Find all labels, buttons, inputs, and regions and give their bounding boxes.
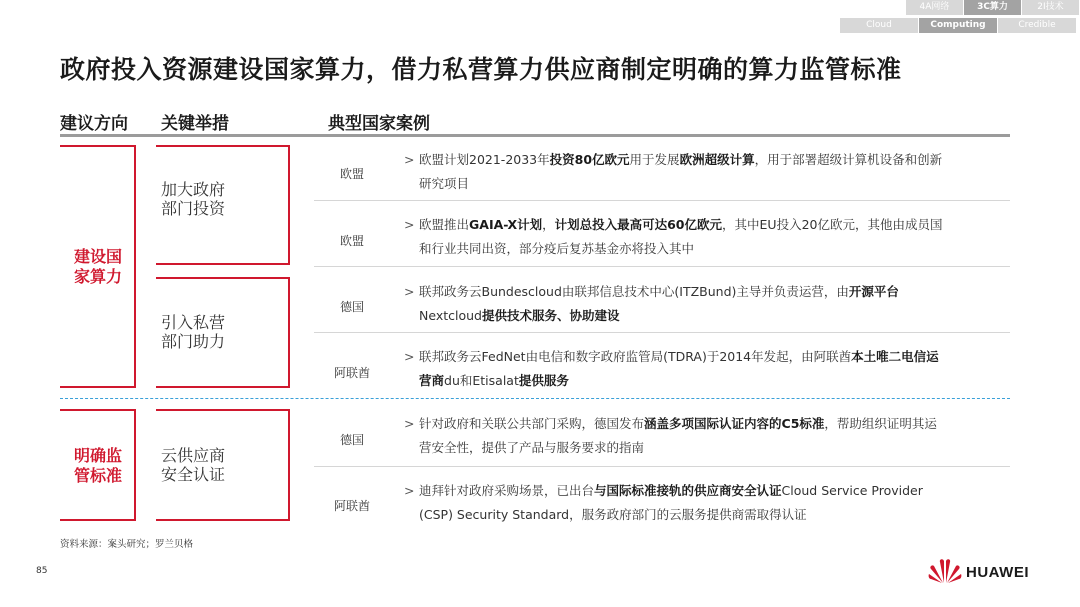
case-text-normal: 研究项目 bbox=[419, 176, 470, 191]
case-row bbox=[314, 200, 1010, 266]
measure-private bbox=[161, 313, 271, 351]
header-divider bbox=[60, 134, 1010, 137]
source-note: 资料来源：案头研究；罗兰贝格 bbox=[60, 539, 194, 550]
case-text-normal: 联邦政务云Bundescloud由联邦信息技术中心(ITZBund)主导并负责运营，由 bbox=[419, 284, 849, 299]
case-line-1 bbox=[404, 148, 984, 172]
case-line-2 bbox=[404, 436, 984, 460]
case-text-bold: 计划总投入最高可达60亿欧元 bbox=[554, 217, 723, 232]
case-text-bold: 营商 bbox=[419, 373, 445, 388]
case-segments bbox=[419, 507, 807, 522]
measure-security-line2: 安全认证 bbox=[161, 465, 226, 484]
case-segments bbox=[419, 416, 937, 431]
nav-row-bottom bbox=[840, 18, 1077, 33]
case-country: 欧盟 bbox=[339, 234, 364, 248]
case-segments bbox=[419, 152, 942, 167]
case-line-2 bbox=[404, 237, 984, 261]
direction-regulate-line2: 管标准 bbox=[73, 466, 122, 485]
header-measures: 关键举措 bbox=[161, 114, 229, 134]
measure-invest-line1: 加大政府 bbox=[161, 180, 226, 199]
case-text-normal: 营安全性，提供了产品与服务要求的指南 bbox=[419, 440, 645, 455]
case-line-1 bbox=[404, 213, 984, 237]
case-text-bold: 本土唯二电信运 bbox=[851, 349, 939, 364]
direction-regulate-line1: 明确监 bbox=[73, 446, 122, 465]
bullet-arrow-icon: > bbox=[404, 416, 415, 431]
direction-build-line1: 建设国 bbox=[73, 247, 122, 266]
bullet-arrow-icon: > bbox=[404, 152, 415, 167]
case-row bbox=[314, 266, 1010, 332]
direction-build-line2: 家算力 bbox=[73, 267, 122, 286]
nav-tab-3c-computing[interactable]: 3C算力 bbox=[964, 0, 1021, 15]
case-text-bold: 提供服务 bbox=[518, 373, 569, 388]
measure-private-line2: 部门助力 bbox=[161, 332, 226, 351]
case-text-normal: ，帮助组织证明其运 bbox=[824, 416, 937, 431]
nav-tab-4a-network[interactable]: 4A网络 bbox=[906, 0, 963, 15]
case-country: 阿联酋 bbox=[333, 366, 370, 380]
case-segments bbox=[419, 308, 620, 323]
case-text-normal: Cloud Service Provider bbox=[781, 483, 923, 498]
header-direction: 建议方向 bbox=[60, 114, 128, 134]
nav-tab-cloud[interactable]: Cloud bbox=[840, 18, 918, 33]
case-text-normal: 欧盟推出 bbox=[419, 217, 470, 232]
page-number: 85 bbox=[36, 566, 48, 576]
direction-regulation bbox=[66, 446, 130, 486]
bullet-arrow-icon: > bbox=[404, 483, 415, 498]
bullet-arrow-icon: > bbox=[404, 284, 415, 299]
case-text-normal: 迪拜针对政府采购场景，已出台 bbox=[419, 483, 595, 498]
measure-security bbox=[161, 446, 271, 484]
measure-private-line1: 引入私营 bbox=[161, 313, 226, 332]
measure-invest bbox=[161, 180, 271, 218]
case-row bbox=[314, 332, 1010, 398]
case-text bbox=[404, 479, 984, 527]
case-text-normal: Nextcloud bbox=[419, 308, 482, 323]
header-cases: 典型国家案例 bbox=[328, 114, 430, 134]
measure-invest-line2: 部门投资 bbox=[161, 199, 226, 218]
nav-tab-2i-tech[interactable]: 2I技术 bbox=[1022, 0, 1079, 15]
case-text bbox=[404, 412, 984, 460]
section-nav bbox=[840, 0, 1080, 34]
case-segments bbox=[419, 284, 899, 299]
section-divider bbox=[60, 398, 1010, 399]
case-segments bbox=[419, 241, 694, 256]
case-segments bbox=[419, 483, 923, 498]
case-segments bbox=[419, 176, 469, 191]
case-text bbox=[404, 280, 984, 328]
nav-tab-computing[interactable]: Computing bbox=[919, 18, 997, 33]
huawei-logo bbox=[928, 558, 1048, 588]
case-text-normal: ， bbox=[542, 217, 555, 232]
case-text-bold: 开源平台 bbox=[848, 284, 899, 299]
case-country: 阿联酋 bbox=[333, 499, 370, 513]
case-text-normal: du和Etisalat bbox=[444, 373, 519, 388]
huawei-wordmark: HUAWEI bbox=[966, 564, 1029, 581]
case-text bbox=[404, 345, 984, 393]
case-text-normal: (CSP) Security Standard，服务政府部门的云服务提供商需取得认证 bbox=[419, 507, 807, 522]
case-text-bold: GAIA-X计划 bbox=[469, 217, 543, 232]
slide-title: 政府投入资源建设国家算力，借力私营算力供应商制定明确的算力监管标准 bbox=[60, 55, 902, 84]
case-country: 德国 bbox=[339, 300, 364, 314]
direction-build-capacity bbox=[66, 247, 130, 287]
case-line-1 bbox=[404, 479, 984, 503]
case-line-1 bbox=[404, 412, 984, 436]
huawei-petal-icon bbox=[928, 558, 962, 584]
case-segments bbox=[419, 349, 939, 364]
case-country: 欧盟 bbox=[339, 167, 364, 181]
case-segments bbox=[419, 440, 644, 455]
case-text-normal: ，用于部署超级计算机设备和创新 bbox=[754, 152, 943, 167]
case-country: 德国 bbox=[339, 433, 364, 447]
case-line-1 bbox=[404, 280, 984, 304]
case-line-2 bbox=[404, 172, 984, 196]
case-text-bold: 投资80亿欧元 bbox=[549, 152, 630, 167]
case-line-2 bbox=[404, 369, 984, 393]
nav-row-top bbox=[906, 0, 1080, 15]
case-segments bbox=[419, 217, 942, 232]
bullet-arrow-icon: > bbox=[404, 349, 415, 364]
case-text-normal: ，其中EU投入20亿欧元，其他由成员国 bbox=[722, 217, 943, 232]
nav-tab-credible[interactable]: Credible bbox=[998, 18, 1076, 33]
case-row bbox=[314, 145, 1010, 200]
case-text bbox=[404, 213, 984, 261]
case-text-normal: 欧盟计划2021-2033年 bbox=[419, 152, 550, 167]
case-line-1 bbox=[404, 345, 984, 369]
case-text-bold: 提供技术服务、协助建设 bbox=[481, 308, 620, 323]
case-text-normal: 联邦政务云FedNet由电信和数字政府监管局(TDRA)于2014年发起，由阿联酋 bbox=[419, 349, 852, 364]
bullet-arrow-icon: > bbox=[404, 217, 415, 232]
case-text-normal: 和行业共同出资，部分疫后复苏基金亦将投入其中 bbox=[419, 241, 695, 256]
case-segments bbox=[419, 373, 569, 388]
case-text-normal: 针对政府和关联公共部门采购，德国发布 bbox=[419, 416, 645, 431]
case-row bbox=[314, 466, 1010, 528]
case-text-bold: 涵盖多项国际认证内容的C5标准 bbox=[644, 416, 825, 431]
case-text bbox=[404, 148, 984, 196]
case-text-normal: 用于发展 bbox=[629, 152, 680, 167]
case-line-2 bbox=[404, 304, 984, 328]
case-row bbox=[314, 400, 1010, 466]
case-text-bold: 与国际标准接轨的供应商安全认证 bbox=[594, 483, 782, 498]
case-text-bold: 欧洲超级计算 bbox=[679, 152, 755, 167]
case-line-2 bbox=[404, 503, 984, 527]
measure-security-line1: 云供应商 bbox=[161, 446, 226, 465]
